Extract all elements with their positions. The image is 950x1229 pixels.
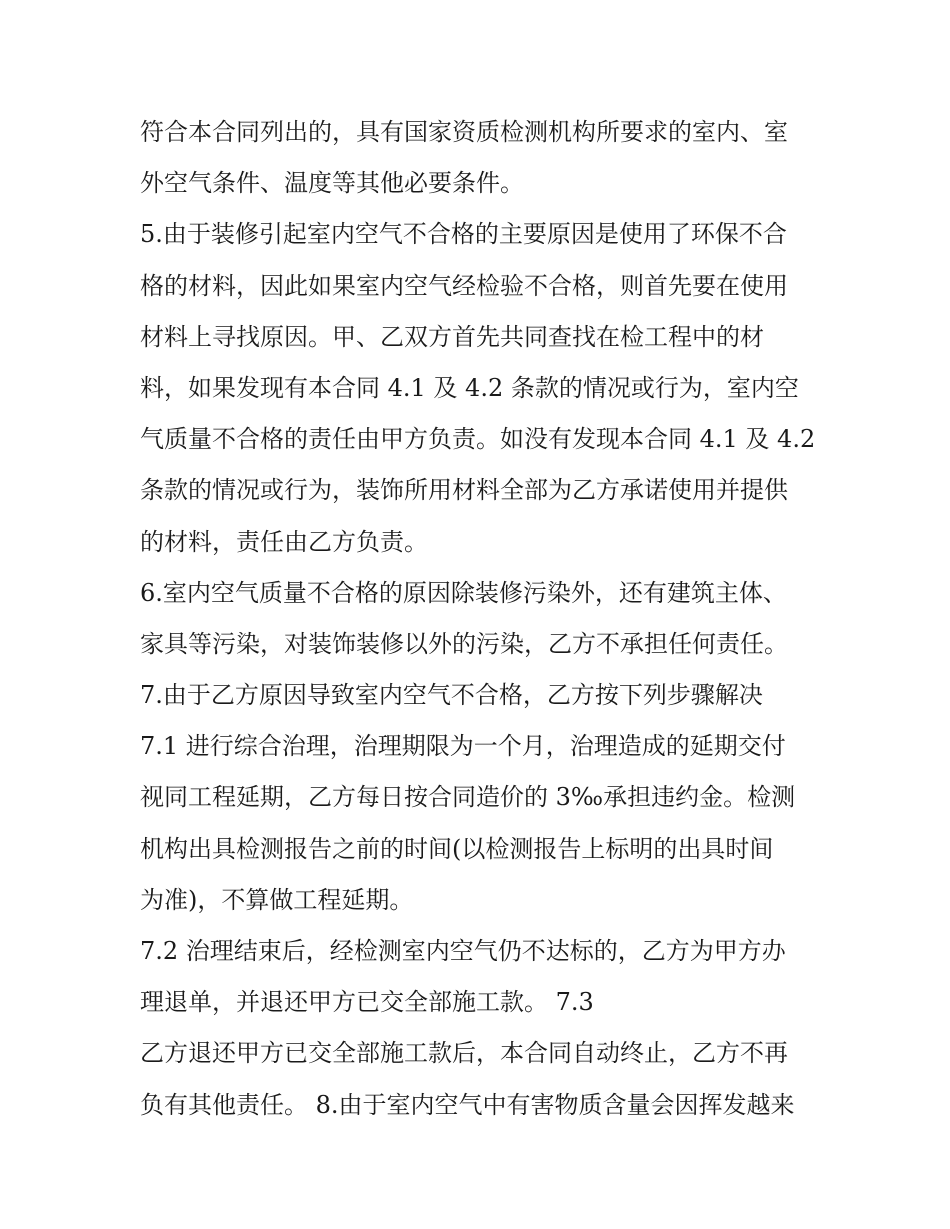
text-line: 7.2 治理结束后，经检测室内空气仍不达标的，乙方为甲方办 xyxy=(140,937,786,965)
text-line: 7.1 进行综合治理，治理期限为一个月，治理造成的延期交付 xyxy=(140,732,786,761)
text-line: 负有其他责任。 8.由于室内空气中有害物质含量会因挥发越来 xyxy=(140,1090,795,1119)
text-line: 符合本合同列出的，具有国家资质检测机构所要求的室内、室 xyxy=(140,118,788,146)
text-line: 6.室内空气质量不合格的原因除装修污染外，还有建筑主体、 xyxy=(140,578,787,607)
text-line: 视同工程延期，乙方每日按合同造价的 3‰承担违约金。检测 xyxy=(140,783,796,812)
text-line: 格的材料，因此如果室内空气经检验不合格，则首先要在使用 xyxy=(140,271,788,300)
text-line: 为准)，不算做工程延期。 xyxy=(140,885,414,914)
text-line: 乙方退还甲方已交全部施工款后，本合同自动终止，乙方不再 xyxy=(140,1039,788,1068)
text-line: 气质量不合格的责任由甲方负责。如没有发现本合同 4.1 及 4.2 xyxy=(140,425,816,454)
text-line: 条款的情况或行为，装饰所用材料全部为乙方承诺使用并提供 xyxy=(140,476,788,505)
contract-body-text xyxy=(140,107,820,1131)
text-line: 5.由于装修引起室内空气不合格的主要原因是使用了环保不合 xyxy=(140,220,787,249)
text-line: 7.由于乙方原因导致室内空气不合格，乙方按下列步骤解决 xyxy=(140,681,763,710)
text-line: 机构出具检测报告之前的时间(以检测报告上标明的出具时间 xyxy=(140,834,774,863)
text-line: 外空气条件、温度等其他必要条件。 xyxy=(140,169,524,198)
text-line: 料，如果发现有本合同 4.1 及 4.2 条款的情况或行为，室内空 xyxy=(140,373,799,402)
text-line: 材料上寻找原因。甲、乙双方首先共同查找在检工程中的材 xyxy=(140,322,764,351)
text-line: 的材料，责任由乙方负责。 xyxy=(140,527,428,556)
text-line: 家具等污染，对装饰装修以外的污染，乙方不承担任何责任。 xyxy=(140,629,788,658)
text-line: 理退单，并退还甲方已交全部施工款。 7.3 xyxy=(140,988,594,1017)
